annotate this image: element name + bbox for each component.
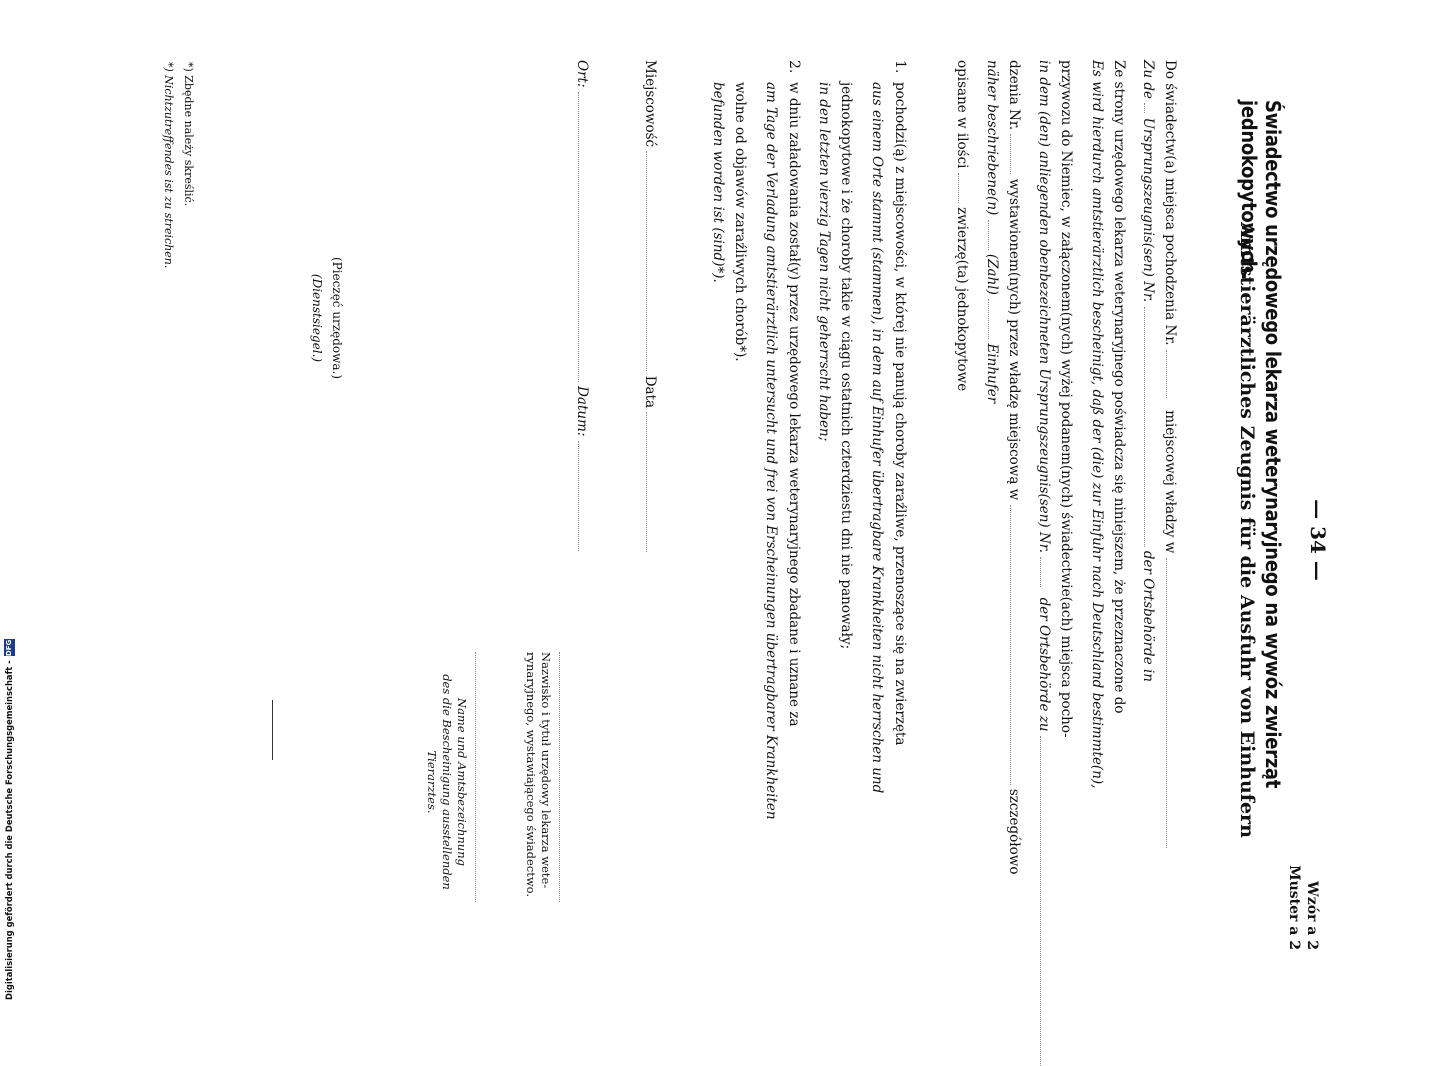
body-line-5: przywozu do Niemiec, w załączonem(nych) wyżej podanem(nych) świadectwie(ach) miejsca pocho-	[1058, 60, 1074, 738]
date-label-pl: Data	[642, 375, 658, 409]
body-text: opisane w ilości	[954, 60, 970, 169]
digitization-credit: Digitalisierung gefördert durch die Deutsche Forschungsgemeinschaft -	[4, 660, 14, 1000]
footnote-divider	[272, 700, 273, 760]
body-line-4: Es wird hierdurch amtstierärztlich bescheinigt, daß der (die) zur Einfuhr nach Deutschland bestimmte(n),	[1089, 60, 1105, 789]
fill-in-field	[1010, 134, 1021, 174]
signature-line	[475, 652, 478, 902]
item-1-line-4: in den letzten vierzig Tagen nicht geherrscht haben;	[816, 82, 832, 442]
footnote-de: *) Nichtzutreffendes ist zu streichen.	[162, 62, 175, 269]
item-number-1: 1.	[892, 60, 908, 74]
signature-caption-de: des die Bescheinigung ausstellenden Tierarztes.	[425, 674, 455, 890]
rotated-document-page	[150, 60, 1330, 960]
body-text: Ursprungszeugnis(sen) Nr.	[1140, 117, 1156, 303]
place-label-de: Ort:	[574, 60, 590, 88]
body-line-2	[1140, 60, 1156, 940]
fill-in-field	[1040, 736, 1051, 1066]
body-line-3: Ze strony urzędowego lekarza weterynaryjnego poświadcza się niniejszem, że przeznaczone do	[1111, 60, 1127, 714]
item-2-line-3: wolne od objawów zaraźliwych chorób*).	[732, 82, 748, 362]
document-title-de: Amtstierärztliches Zeugnis für die Ausfuhr von Einhufern	[1236, 222, 1258, 838]
item-1-line-2: aus einem Orte stammt (stammen), in dem auf Einhufer übertragbare Krankheiten nicht herrschen und	[869, 82, 885, 794]
body-text: der Ortsbehörde zu	[1036, 597, 1052, 732]
body-text: Einhufer	[984, 343, 1000, 404]
item-1-line-3: jednokopytowe i że choroby takie w ciągu ostatnich czterdziestu dni nie panowały;	[838, 82, 854, 650]
place-date-pl	[642, 60, 658, 940]
fill-in-field	[988, 220, 999, 250]
body-line-9	[954, 60, 970, 940]
official-stamp-de: (Dienstsiegel.)	[310, 273, 324, 363]
dfg-logo: DFG	[4, 639, 13, 657]
place-label-pl: Miejscowość	[642, 60, 658, 148]
item-2-line-2: am Tage der Verladung amtstierärztlich untersucht und frei von Erscheinungen übertragbarer Krankheiten	[763, 82, 779, 820]
signature-line	[559, 652, 562, 902]
fill-in-field	[988, 299, 999, 339]
fill-in-field	[1166, 350, 1177, 398]
body-text: Zu de	[1140, 60, 1156, 99]
digitization-credit-strip	[2, 600, 16, 1000]
body-text: Do świadectw(a) miejsca pochodzenia Nr.	[1162, 60, 1178, 346]
signature-block-pl	[523, 652, 562, 912]
date-field	[578, 441, 589, 551]
body-text: szczegółowo	[1006, 788, 1022, 875]
body-text: (Zahl)	[984, 253, 1000, 295]
fill-in-field	[1144, 307, 1155, 547]
pattern-label-de: Muster a 2	[1286, 865, 1303, 950]
signature-block-de	[424, 652, 478, 912]
body-text: dzenia Nr.	[1006, 60, 1022, 131]
item-1-line-1: pochodzi(ą) z miejscowości, w której nie panują choroby zaraźliwe, przenoszące się na zwierzęta	[892, 82, 908, 746]
body-text: miejscowej władzy w	[1162, 410, 1178, 554]
body-line-8	[984, 60, 1000, 940]
footnote-pl: *) Zbędne należy skreślić.	[182, 62, 195, 207]
fill-in-field	[1010, 505, 1021, 785]
date-field	[646, 412, 657, 552]
place-field	[646, 151, 657, 371]
page-number: — 34 —	[1306, 499, 1330, 581]
signature-caption-pl: Nazwisko i tytuł urzędowy lekarza wete-	[539, 652, 553, 889]
body-text: näher beschriebene(n)	[984, 60, 1000, 216]
document-title-pl: Świadectwo urzędowego lekarza weterynaryjnego na wywóz zwierząt jednokopytowych.	[1237, 100, 1285, 789]
place-field	[578, 92, 589, 382]
body-line-6	[1036, 60, 1052, 940]
pattern-label-pl: Wzór a 2	[1304, 881, 1320, 950]
fill-in-field	[1144, 103, 1155, 113]
signature-caption-de: Name und Amtsbezeichnung	[455, 698, 469, 866]
item-2-line-4: befunden worden ist (sind)*).	[710, 82, 726, 283]
item-number-2: 2.	[786, 60, 802, 74]
body-text: in dem (den) anliegenden obenbezeichneten Ursprungszeugnis(sen) Nr.	[1036, 60, 1052, 554]
pattern-label	[1285, 800, 1320, 950]
signature-caption-pl: rynaryjnego, wystawiającego świadectwo.	[524, 652, 539, 898]
fill-in-field	[1166, 558, 1177, 848]
body-text: zwierzę(ta) jednokopytowe	[954, 207, 970, 392]
body-text: der Ortsbehörde in	[1140, 550, 1156, 682]
official-stamp-pl: (Pieczęć urzędowa.)	[330, 256, 344, 380]
place-date-de	[574, 60, 590, 940]
body-line-7	[1006, 60, 1022, 940]
body-line-1	[1162, 60, 1178, 940]
body-text: wystawionem(nych) przez władzę miejscową w	[1006, 178, 1022, 501]
item-2-line-1: w dniu załadowania został(y) przez urzędowego lekarza weterynaryjnego zbadane i uznane za	[786, 82, 802, 727]
fill-in-field	[958, 173, 969, 203]
date-label-de: Datum:	[574, 386, 590, 437]
fill-in-field	[1040, 557, 1051, 587]
